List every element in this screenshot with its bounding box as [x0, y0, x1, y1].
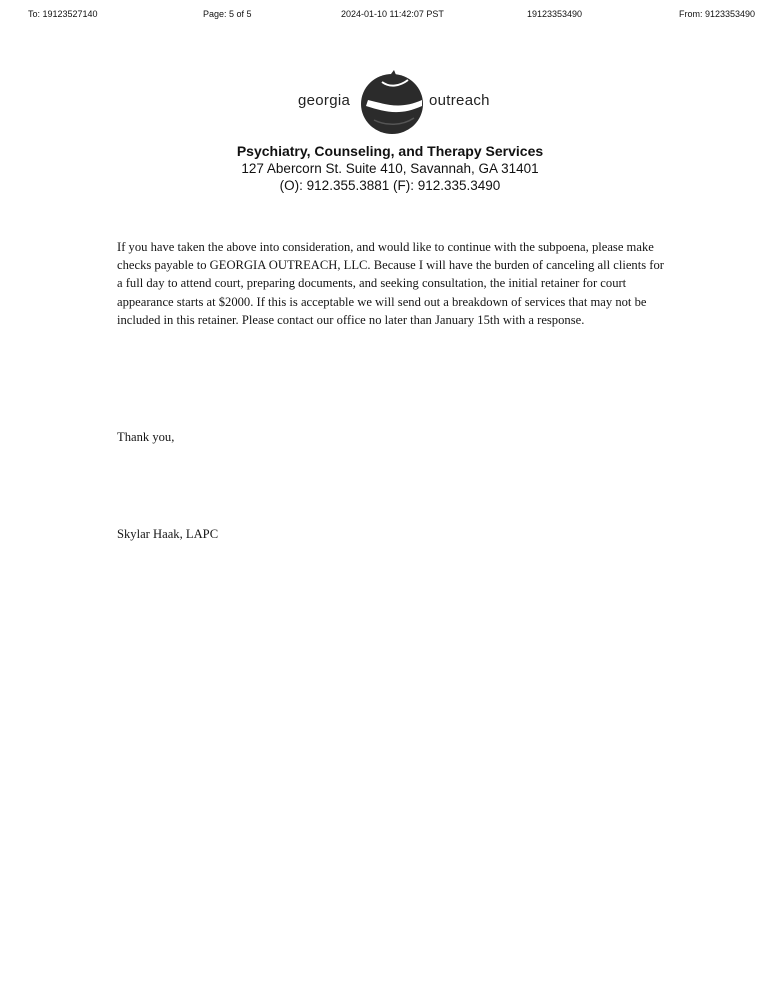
practice-name: Psychiatry, Counseling, and Therapy Services [236, 143, 544, 159]
fax-header [0, 9, 767, 25]
letterhead [160, 143, 620, 194]
fax-to: To: 19123527140 [28, 9, 98, 19]
letter-body [117, 238, 667, 329]
practice-address: 127 Abercorn St. Suite 410, Savannah, GA 31401 [241, 161, 539, 176]
fax-from: From: 9123353490 [679, 9, 756, 19]
logo-text-georgia: georgia [298, 92, 351, 109]
fax-timestamp: 2024-01-10 11:42:07 PST [341, 9, 444, 19]
practice-phone-fax: (O): 912.355.3881 (F): 912.335.3490 [279, 178, 501, 193]
logo-text-outreach: outreach [429, 92, 490, 109]
fax-page-number: Page: 5 of 5 [203, 9, 252, 19]
fax-number: 19123353490 [527, 9, 583, 19]
closing: Thank you, [117, 430, 175, 444]
signature-line: Skylar Haak, LAPC [117, 527, 219, 541]
body-paragraph: If you have taken the above into consideration, and would like to continue with the subpoena, please make checks payable to GEORGIA OUTREACH, LLC. Because I will have the burden of canceling all clients for a full day to attend court, preparing documents, and seeking consultation, the initial retainer for court appearance starts at $2000. If this is acceptable we will send out a breakdown of services that may not be included in this retainer. Please contact our office no later than January 15th with a response. [117, 240, 664, 327]
georgia-outreach-logo [290, 70, 500, 136]
